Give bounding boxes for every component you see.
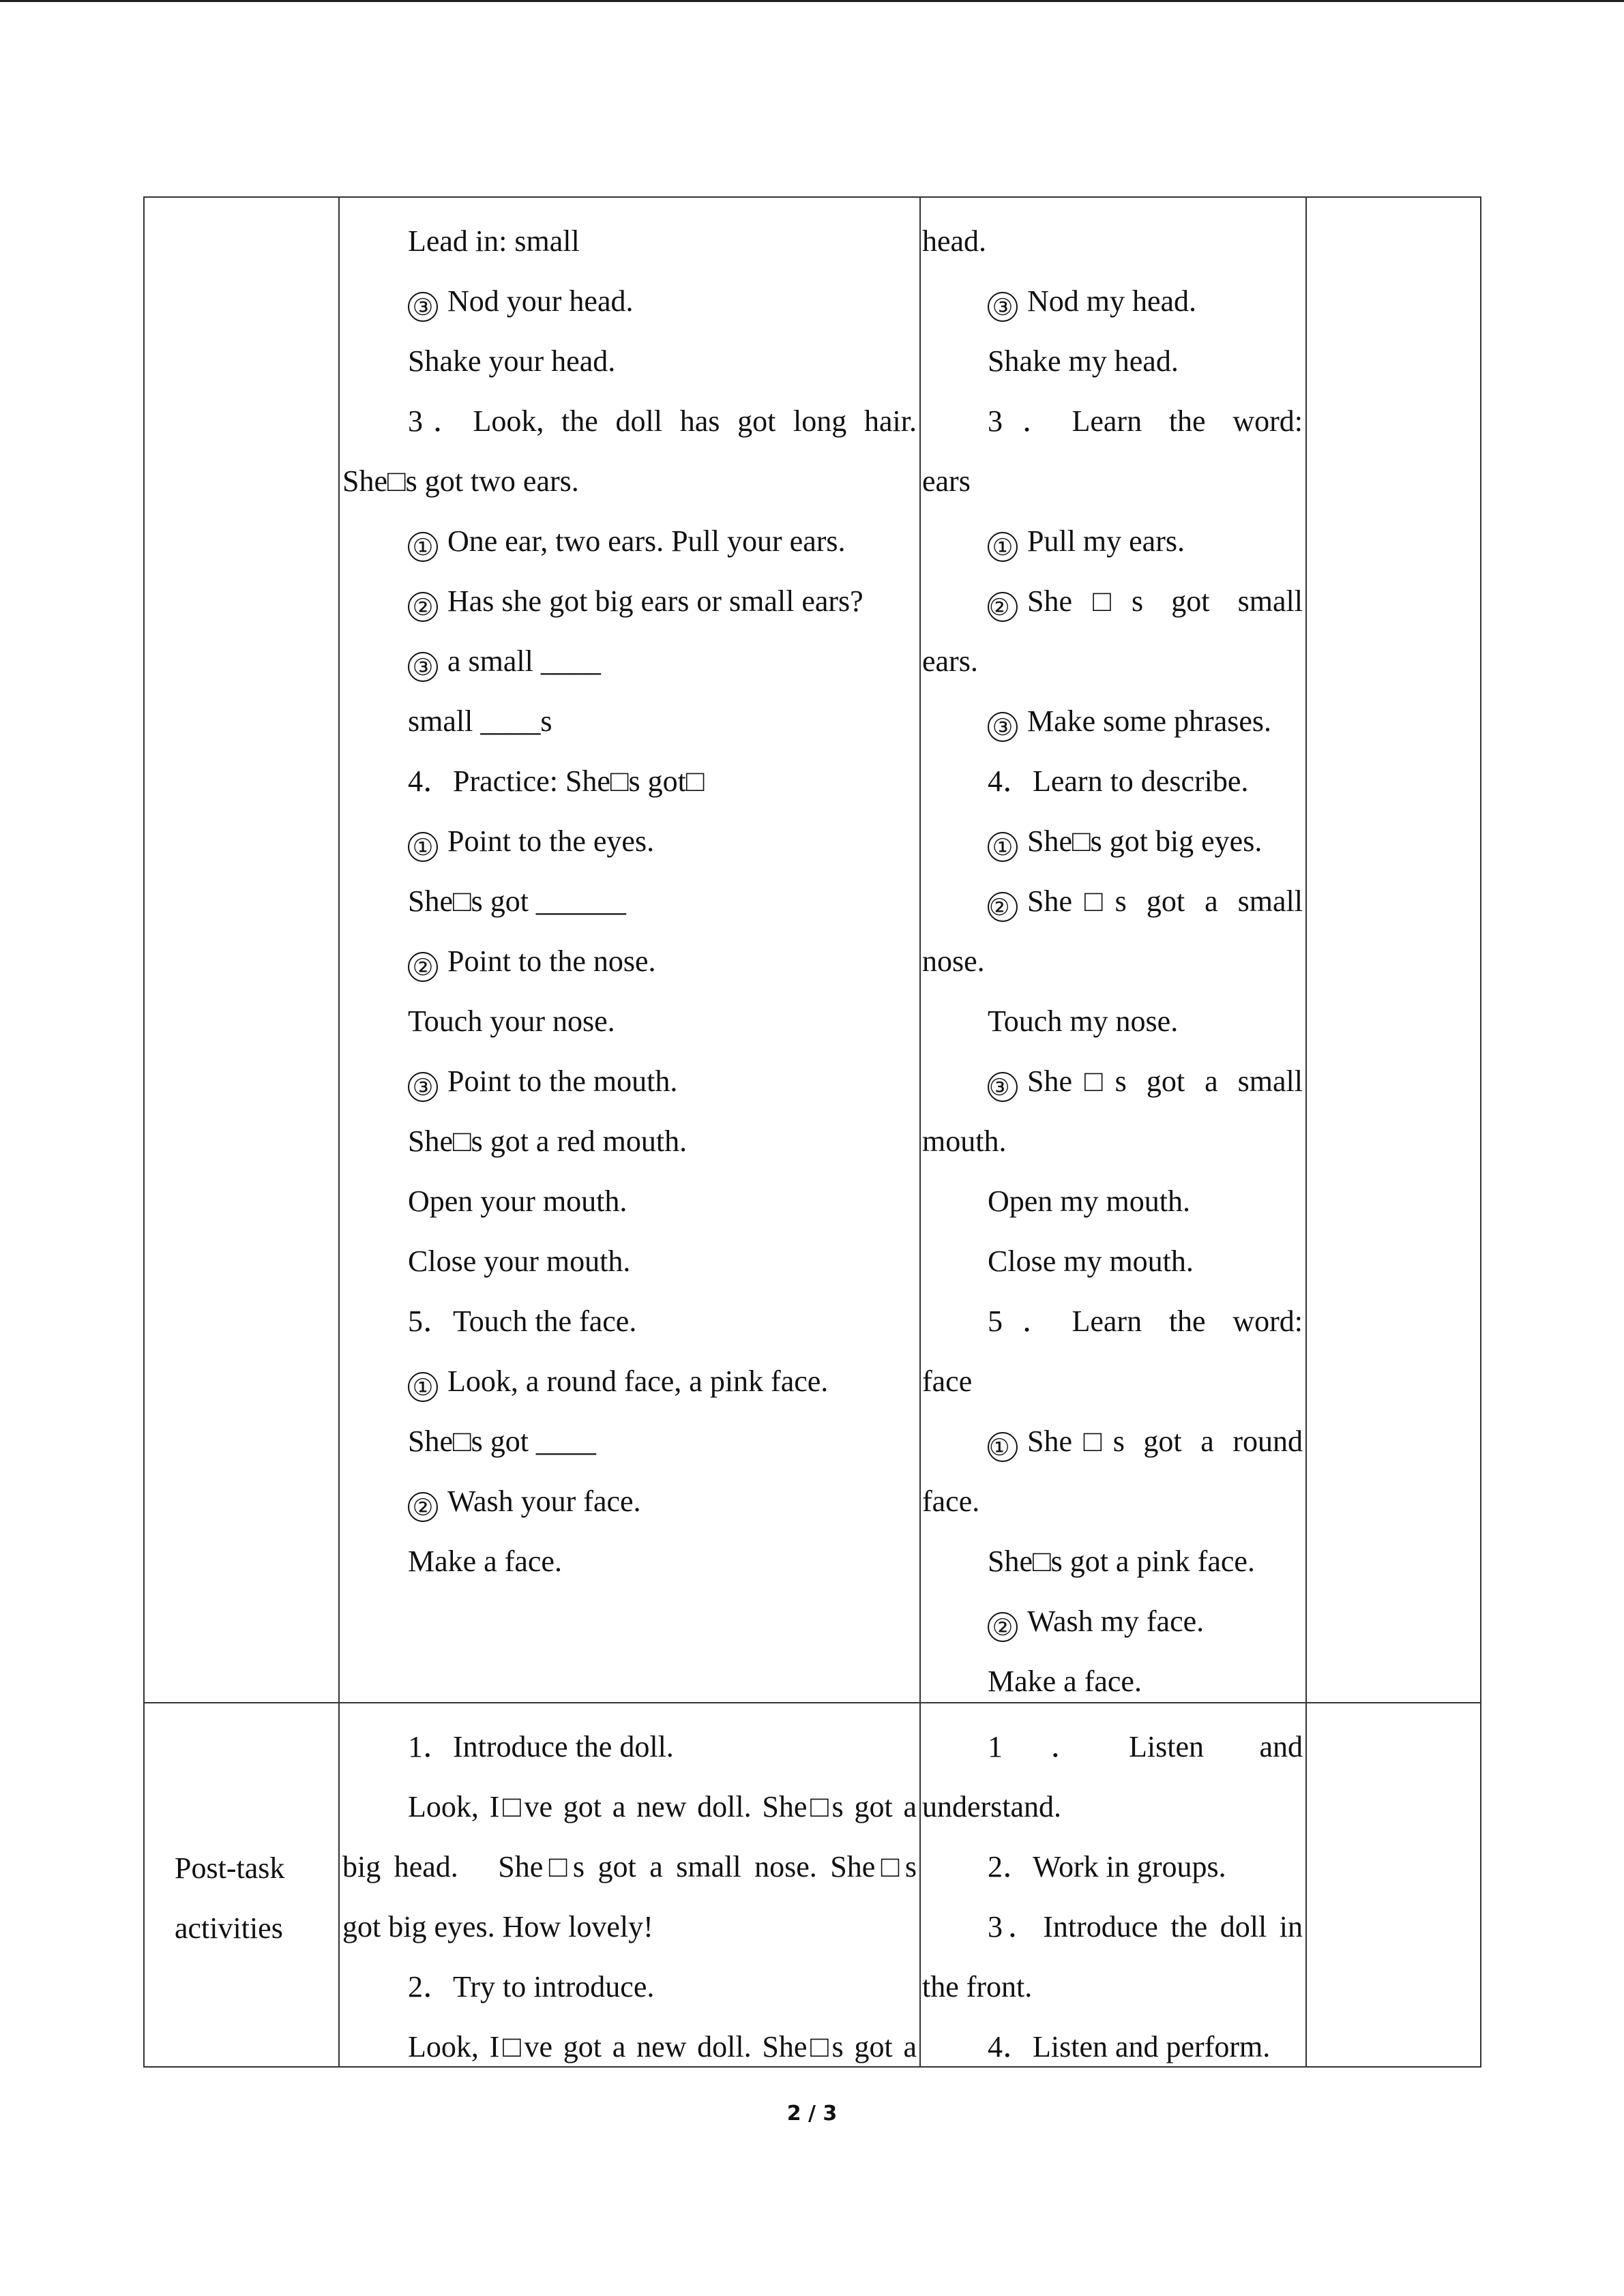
text-line [342,1837,918,1897]
line-text: Make a face. [988,1665,1142,1698]
text-line [342,1052,918,1112]
stage-label-post-task [145,1838,337,1958]
text-line [342,271,918,331]
line-text: 1．Listen and [988,1730,1303,1763]
text-line [922,511,1304,571]
text-line [922,631,1304,691]
line-text: a small ____ [447,644,601,678]
line-text: nose. [922,944,985,978]
line-text: 4．Learn to describe. [988,764,1249,798]
text-line [342,631,918,691]
text-line [922,1292,1304,1352]
text-line [342,1717,918,1777]
line-text: understand. [922,1790,1062,1823]
line-text: Touch your nose. [408,1004,615,1038]
page-top-border [0,0,1624,2]
line-text: ears [922,464,971,498]
line-text: 4．Listen and perform. [988,2030,1271,2063]
text-line [342,1777,918,1837]
line-text: Pull my ears. [1027,524,1185,558]
text-line [342,391,918,451]
line-text: Make a face. [408,1545,562,1578]
line-text: 2．Try to introduce. [408,1970,655,2003]
line-text: Open my mouth. [988,1184,1190,1218]
circled-number: ① [408,832,438,862]
line-text: ears. [922,644,978,678]
line-text: She□s got big eyes. [1027,824,1263,858]
text-line [922,271,1304,331]
line-text: the front. [922,1970,1033,2003]
circled-number: ③ [988,712,1018,742]
line-text: She□s got a round [1027,1425,1303,1458]
text-line [922,331,1304,391]
text-line [922,1592,1304,1652]
line-text: small ____s [408,704,552,738]
line-text: head. [922,224,987,258]
text-line [922,811,1304,871]
text-line [922,871,1304,931]
line-text: Close my mouth. [988,1244,1194,1278]
line-text: Look, I□ve got a new doll. She□s got a [408,2030,917,2063]
text-line [922,1652,1304,1701]
line-text: Open your mouth. [408,1184,628,1218]
circled-number: ③ [408,292,438,322]
circled-number: ① [988,1432,1018,1462]
column-divider-3 [1305,196,1307,2068]
circled-number: ② [988,1612,1018,1642]
line-text: Make some phrases. [1027,704,1272,738]
text-line [922,1532,1304,1592]
text-line [922,451,1304,511]
circled-number: ② [988,892,1018,922]
line-text: 3．Look, the doll has got long hair. [408,404,917,438]
text-line [922,992,1304,1052]
line-text: Look, I□ve got a new doll. She□s got a [408,1790,917,1823]
row2-teacher-activities [342,1717,918,2066]
circled-number: ① [988,532,1018,562]
line-text: She□s got a pink face. [988,1545,1255,1578]
line-text: She□s got two ears. [342,464,579,498]
line-text: She□s got a red mouth. [408,1124,688,1158]
text-line [342,931,918,992]
text-line [922,1232,1304,1292]
line-text: 1．Introduce the doll. [408,1730,674,1763]
circled-number: ③ [408,652,438,682]
circled-number: ② [408,592,438,622]
text-line [922,1837,1304,1897]
text-line [922,751,1304,811]
text-line [342,1232,918,1292]
text-line [342,2017,918,2066]
line-text: She□s got ____ [408,1425,596,1458]
line-text: got big eyes. How lovely! [342,1910,653,1943]
text-line [342,751,918,811]
row2-student-activities [922,1717,1304,2066]
circled-number: ③ [408,1072,438,1102]
line-text: She□s got ______ [408,884,626,918]
line-text: 2．Work in groups. [988,1850,1226,1883]
line-text: mouth. [922,1124,1007,1158]
text-line [342,871,918,931]
line-text: 5．Touch the face. [408,1304,637,1338]
text-line [922,931,1304,992]
line-text: Lead in: small [408,224,580,258]
line-text: Wash your face. [447,1485,641,1518]
circled-number: ① [408,532,438,562]
text-line [922,2017,1304,2066]
text-line [342,691,918,751]
line-text: Point to the mouth. [447,1064,678,1098]
text-line [922,1717,1304,1777]
text-line [922,1777,1304,1837]
line-text: She□s got a small [1027,884,1303,918]
row1-teacher-activities [342,211,918,1701]
stage-label-line: Post-task [175,1851,285,1885]
text-line [922,571,1304,631]
line-text: face. [922,1485,980,1518]
text-line [922,1412,1304,1472]
text-line [342,331,918,391]
line-text: Shake my head. [988,344,1179,378]
text-line [342,1292,918,1352]
text-line [922,211,1304,271]
text-line [342,211,918,271]
column-divider-1 [338,196,340,2068]
text-line [342,1532,918,1592]
text-line [922,1112,1304,1172]
text-line [342,1957,918,2017]
text-line [342,1352,918,1412]
text-line [342,451,918,511]
circled-number: ③ [988,1072,1018,1102]
text-line [342,571,918,631]
text-line [342,1112,918,1172]
text-line [922,1897,1304,1957]
text-line [922,1472,1304,1532]
line-text: 3．Introduce the doll in [988,1910,1303,1943]
line-text: big head. She□s got a small nose. She□s [342,1850,917,1883]
line-text: face [922,1365,973,1398]
line-text: Nod your head. [447,284,634,318]
text-line [922,1052,1304,1112]
circled-number: ③ [988,292,1018,322]
line-text: 4．Practice: She□s got□ [408,764,705,798]
row1-student-activities [922,211,1304,1701]
text-line [922,1172,1304,1232]
line-text: Point to the eyes. [447,824,655,858]
text-line [342,1897,918,1957]
line-text: She□s got small [1027,584,1303,618]
text-line [342,992,918,1052]
row-divider [143,1702,1481,1703]
text-line [922,1352,1304,1412]
text-line [922,691,1304,751]
line-text: She□s got a small [1027,1064,1303,1098]
line-text: Close your mouth. [408,1244,631,1278]
line-text: One ear, two ears. Pull your ears. [447,524,846,558]
text-line [342,511,918,571]
text-line [922,1957,1304,2017]
text-line [922,391,1304,451]
circled-number: ① [408,1372,438,1402]
line-text: Touch my nose. [988,1004,1179,1038]
line-text: 5．Learn the word: [988,1304,1303,1338]
line-text: Look, a round face, a pink face. [447,1365,829,1398]
stage-label-line: activities [175,1911,283,1945]
text-line [342,1172,918,1232]
line-text: Has she got big ears or small ears? [447,584,863,618]
line-text: Shake your head. [408,344,616,378]
circled-number: ② [408,952,438,982]
line-text: Nod my head. [1027,284,1197,318]
line-text: 3．Learn the word: [988,404,1303,438]
text-line [342,1412,918,1472]
circled-number: ② [988,592,1018,622]
page-number: 2 / 3 [786,2102,838,2126]
column-divider-2 [919,196,921,2068]
text-line [342,811,918,871]
text-line [342,1472,918,1532]
circled-number: ① [988,832,1018,862]
line-text: Point to the nose. [447,944,656,978]
line-text: Wash my face. [1027,1605,1205,1638]
circled-number: ② [408,1492,438,1522]
